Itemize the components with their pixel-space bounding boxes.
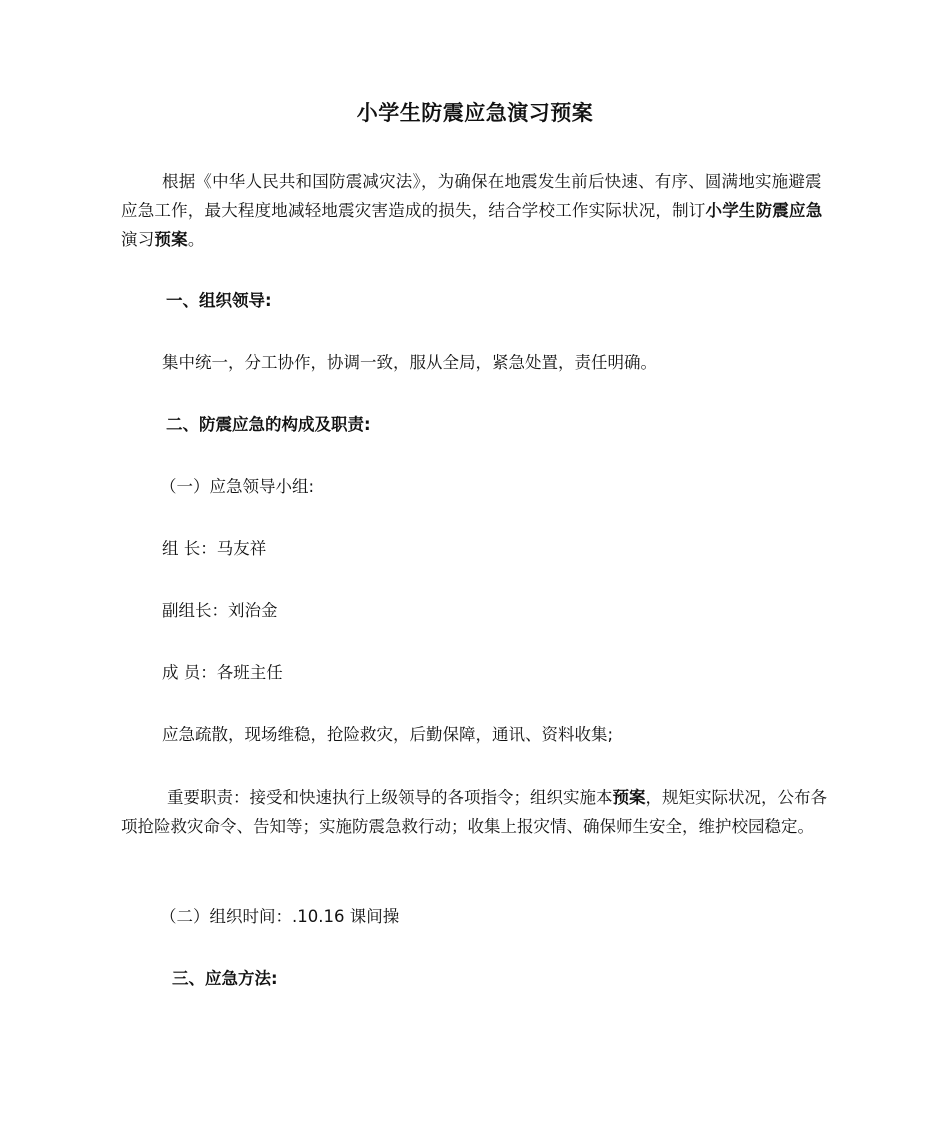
- duties-bold: 预案: [612, 788, 646, 807]
- intro-end: 。: [187, 230, 205, 249]
- members-line: 成 员：各班主任: [162, 663, 283, 682]
- section2-heading: 二、防震应急的构成及职责:: [166, 415, 371, 434]
- intro-paragraph: [121, 167, 831, 254]
- sub1-heading: （一）应急领导小组:: [160, 477, 315, 496]
- intro-bold-2: 预案: [154, 230, 188, 249]
- intro-bold-1: 小学生防震应急: [705, 201, 823, 220]
- document-title: 小学生防震应急演习预案: [356, 101, 594, 125]
- duties-pre: 重要职责：接受和快速执行上级领导的各项指令；组织实施本: [167, 788, 613, 807]
- intro-text: 根据《中华人民共和国防震减灾法》，为确保在地震发生前后快速、有序、圆满地实施避震应急工作，最大程度地减轻地震灾害造成的损失，结合学校工作实际状况，制订: [121, 172, 822, 220]
- leader-line: 组 长：马友祥: [162, 539, 267, 558]
- duties-paragraph: [121, 783, 831, 841]
- intro-plain-1: 演习: [121, 230, 155, 249]
- section1-text: 集中统一，分工协作，协调一致，服从全局，紧急处置，责任明确。: [162, 353, 657, 372]
- tasks-line: 应急疏散，现场维稳，抢险救灾，后勤保障，通讯、资料收集;: [162, 725, 614, 744]
- deputy-line: 副组长：刘治金: [162, 601, 278, 620]
- section1-heading: 一、组织领导:: [166, 291, 272, 310]
- sub2-line: （二）组织时间：.10.16 课间操: [160, 907, 400, 926]
- section3-heading: 三、应急方法:: [172, 969, 278, 988]
- duties-post: ，规矩实际状况，公布各项抢险救灾命令、告知等；实施防震急救行动；收集上报灾情、确保师生安全，维护校园稳定。: [121, 788, 827, 836]
